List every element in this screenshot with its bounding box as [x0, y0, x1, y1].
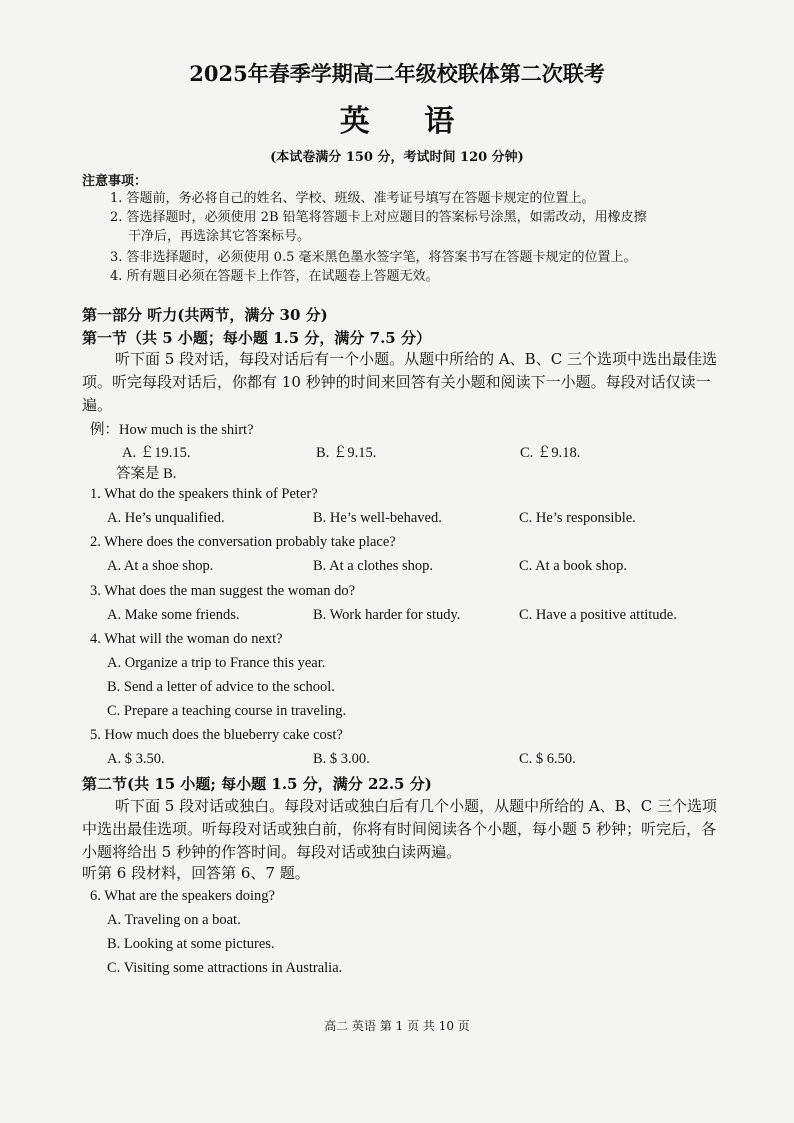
section2-instructions: 听下面 5 段对话或独白。每段对话或独白后有几个小题，从题中所给的 A、B、C 三个选项中选出最佳选项。听每段对话或独白前，你将有时间阅读各个小题，每小题 5 秒钟；听完后，各小题将给出 5 秒钟的作答时间。每段对话或独白读两遍。 — [82, 797, 717, 861]
section2-heading: 第二节(共 15 小题; 每小题 1.5 分，满分 22.5 分) — [82, 775, 432, 793]
question-1: 1. What do the speakers think of Peter? — [90, 486, 318, 502]
example-answer: 答案是 B. — [116, 466, 177, 482]
option: A. Organize a trip to France this year. — [107, 655, 326, 671]
exam-info: (本试卷满分 150 分，考试时间 120 分钟) — [270, 150, 524, 165]
option: B. He’s well-behaved. — [313, 510, 442, 526]
option: B. Work harder for study. — [313, 607, 461, 623]
note-item: 2. 答选择题时，必须使用 2B 铅笔将答题卡上对应题目的答案标号涂黑，如需改动，用橡皮擦 — [110, 210, 647, 225]
question-6: 6. What are the speakers doing? — [90, 888, 275, 904]
option: B. Send a letter of advice to the school. — [107, 679, 335, 695]
section1-heading: 第一节（共 5 小题；每小题 1.5 分，满分 7.5 分） — [82, 329, 431, 347]
option: A. He’s unqualified. — [107, 510, 225, 526]
option: B. At a clothes shop. — [313, 558, 434, 574]
notes-heading: 注意事项： — [82, 174, 148, 189]
example-question: 例：How much is the shirt? — [90, 422, 254, 438]
question-2: 2. Where does the conversation probably take place? — [90, 534, 396, 550]
question-3: 3. What does the man suggest the woman do? — [90, 583, 356, 599]
material-label: 听第 6 段材料，回答第 6、7 题。 — [82, 864, 310, 882]
option: B. Looking at some pictures. — [107, 936, 275, 952]
option: C. Have a positive attitude. — [519, 607, 677, 623]
option: C. Visiting some attractions in Australia. — [107, 960, 343, 976]
question-4: 4. What will the woman do next? — [90, 631, 283, 647]
option: A. Traveling on a boat. — [107, 912, 241, 928]
note-item: 干净后，再选涂其它答案标号。 — [128, 229, 311, 244]
option: A. At a shoe shop. — [107, 558, 214, 574]
option: C. He’s responsible. — [519, 510, 636, 526]
note-item: 3. 答非选择题时，必须使用 0.5 毫米黑色墨水签字笔，将答案书写在答题卡规定的位置上。 — [110, 250, 637, 265]
question-5: 5. How much does the blueberry cake cost? — [90, 727, 343, 743]
exam-title: 2025年春季学期高二年级校联体第二次联考 — [189, 61, 605, 86]
option: C. At a book shop. — [519, 558, 627, 574]
example-option: B. ￡9.15. — [316, 445, 377, 461]
option: C. Prepare a teaching course in traveling. — [107, 703, 347, 719]
note-item: 1. 答题前，务必将自己的姓名、学校、班级、准考证号填写在答题卡规定的位置上。 — [110, 191, 595, 206]
example-option: C. ￡9.18. — [520, 445, 581, 461]
note-item: 4. 所有题目必须在答题卡上作答，在试题卷上答题无效。 — [110, 269, 439, 284]
page-footer: 高二 英语 第 1 页 共 10 页 — [324, 1019, 470, 1033]
option: A. Make some friends. — [107, 607, 240, 623]
option: B. $ 3.00. — [313, 751, 370, 767]
subject-title: 英 语 — [339, 104, 477, 139]
option: A. $ 3.50. — [107, 751, 165, 767]
part1-heading: 第一部分 听力(共两节，满分 30 分) — [82, 306, 328, 324]
example-option: A. ￡19.15. — [122, 445, 191, 461]
section1-instructions: 听下面 5 段对话，每段对话后有一个小题。从题中所给的 A、B、C 三个选项中选出最佳选项。听完每段对话后，你都有 10 秒钟的时间来回答有关小题和阅读下一小题。每段对话仅读一遍。 — [82, 350, 717, 414]
option: C. $ 6.50. — [519, 751, 576, 767]
